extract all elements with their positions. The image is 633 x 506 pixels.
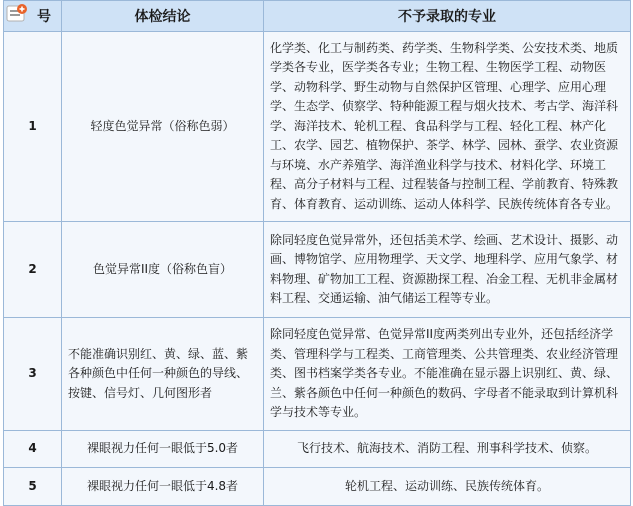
row-number: 2 <box>4 222 62 318</box>
table-row <box>4 222 631 318</box>
table-row <box>4 318 631 431</box>
table-row <box>4 431 631 468</box>
row-majors: 除同轻度色觉异常、色觉异常II度两类列出专业外，还包括经济学类、管理科学与工程类、工商管理类、公共管理类、农业经济管理类、图书档案学类各专业。不能准确在显示器上识别红、黄、绿、兰、紫各颜色中任何一种颜色的数码、字母者不能录取到计算机科学与技术等专业。 <box>264 318 631 431</box>
row-conclusion: 不能准确识别红、黄、绿、蓝、紫各种颜色中任何一种颜色的导线、按键、信号灯、几何图形者 <box>62 318 264 431</box>
table-row <box>4 468 631 506</box>
table-header-row <box>4 1 631 32</box>
row-conclusion: 轻度色觉异常（俗称色弱） <box>62 32 264 222</box>
exam-table <box>3 0 631 506</box>
row-number: 4 <box>4 431 62 468</box>
row-conclusion: 裸眼视力任何一眼低于4.8者 <box>62 468 264 506</box>
table-row <box>4 32 631 222</box>
row-number: 5 <box>4 468 62 506</box>
row-majors: 飞行技术、航海技术、消防工程、刑事科学技术、侦察。 <box>264 431 631 468</box>
header-majors: 不予录取的专业 <box>264 1 631 32</box>
header-conclusion: 体检结论 <box>62 1 264 32</box>
row-conclusion: 裸眼视力任何一眼低于5.0者 <box>62 431 264 468</box>
row-majors: 化学类、化工与制药类、药学类、生物科学类、公安技术类、地质学类各专业，医学类各专业；生物工程、生物医学工程、动物医学、动物科学、野生动物与自然保护区管理、心理学、应用心理学、生态学、侦察学、特种能源工程与烟火技术、考古学、海洋科学、海洋技术、轮机工程、食品科学与工程、轻化工程、林产化工、农学、园艺、植物保护、茶学、林学、园林、蚕学、农业资源与环境、水产养殖学、海洋渔业科学与技术、材料化学、环境工程、高分子材料与工程、过程装备与控制工程、学前教育、特殊教育、体育教育、运动训练、运动人体科学、民族传统体育各专业。 <box>264 32 631 222</box>
row-number: 3 <box>4 318 62 431</box>
row-majors: 轮机工程、运动训练、民族传统体育。 <box>264 468 631 506</box>
header-number: 号 <box>4 1 62 32</box>
row-number: 1 <box>4 32 62 222</box>
row-conclusion: 色觉异常II度（俗称色盲） <box>62 222 264 318</box>
corner-plus-icon[interactable] <box>6 4 28 22</box>
row-majors: 除同轻度色觉异常外，还包括美术学、绘画、艺术设计、摄影、动画、博物馆学、应用物理学、天文学、地理科学、应用气象学、材料物理、矿物加工工程、资源勘探工程、冶金工程、无机非金属材料工程、交通运输、油气储运工程等专业。 <box>264 222 631 318</box>
